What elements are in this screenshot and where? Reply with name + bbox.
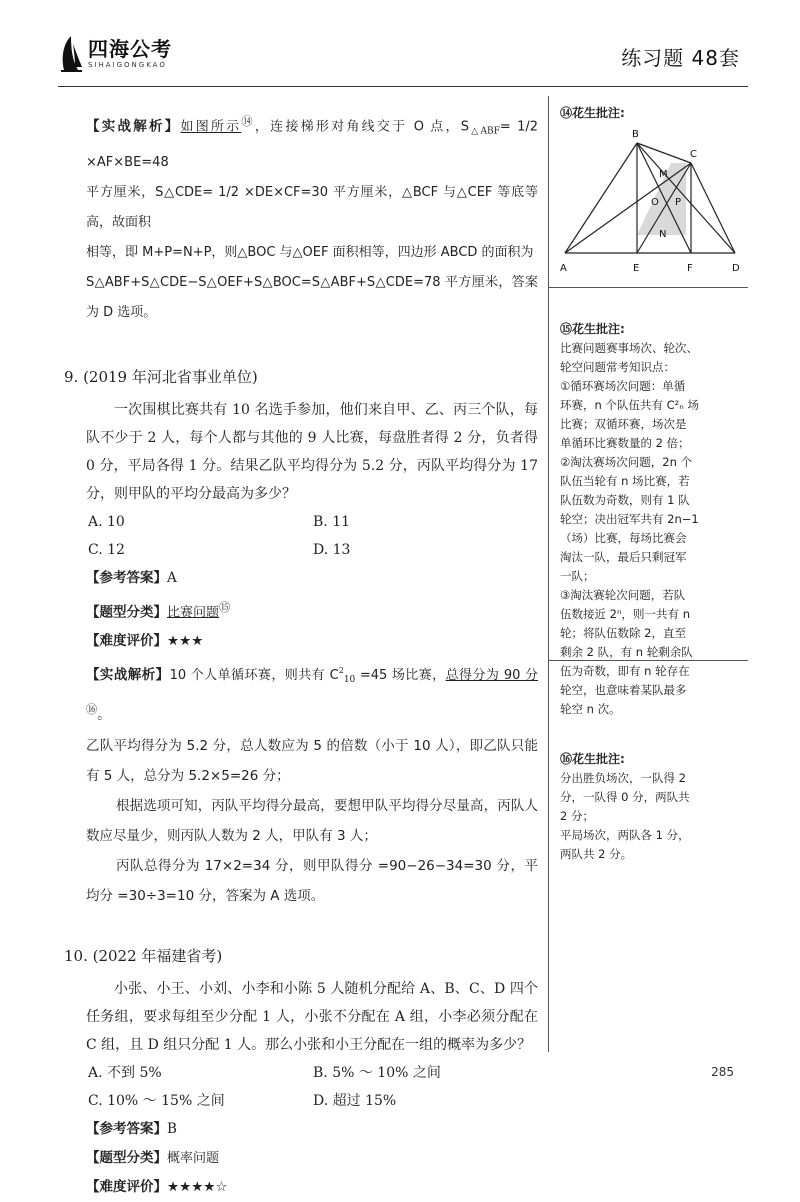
note-line: 平局场次，两队各 1 分， bbox=[560, 828, 690, 842]
note-16 bbox=[560, 749, 750, 864]
type-label: 【题型分类】 bbox=[86, 1149, 167, 1166]
note-line: 单循环比赛数量的 2 倍； bbox=[560, 436, 690, 450]
underlined-text: 总得分为 90 分 bbox=[445, 668, 538, 683]
sail-logo-icon bbox=[58, 34, 84, 74]
column-divider bbox=[548, 96, 549, 1052]
solution-text: 10 个人单循环赛，则共有 C bbox=[169, 668, 339, 683]
note-title: ⑮花生批注: bbox=[560, 322, 625, 336]
note-line: 环赛，n 个队伍共有 C²ₙ 场 bbox=[560, 398, 699, 412]
solution-line: 相等，即 M+P=N+P，则△BOC 与△OEF 面积相等，四边形 ABCD 的面积为 bbox=[86, 244, 534, 260]
note-line: 淘汰一队，最后只剩冠军 bbox=[560, 550, 687, 564]
option-b[interactable]: B. 5% ～ 10% 之间 bbox=[313, 1064, 441, 1081]
note-line: ①循环赛场次问题：单循 bbox=[560, 379, 686, 393]
question-type bbox=[86, 1144, 538, 1173]
note-marker: ⑮ bbox=[219, 600, 231, 614]
note-title: ⑭花生批注: bbox=[560, 106, 625, 120]
note-line: 轮空 n 次。 bbox=[560, 702, 621, 716]
logo-chinese-name: 四海公考 bbox=[88, 37, 172, 61]
type-value: 比赛问题 bbox=[167, 605, 220, 620]
region-label-p: P bbox=[675, 197, 682, 208]
note-line: 轮空，也意味着某队最多 bbox=[560, 683, 687, 697]
option-a[interactable]: A. 10 bbox=[88, 513, 125, 530]
difficulty-label: 【难度评价】 bbox=[86, 633, 167, 649]
note-marker: ⑭ bbox=[241, 115, 255, 128]
superscript: 2 bbox=[338, 666, 344, 675]
option-list bbox=[88, 508, 538, 564]
note-line: 队伍当轮有 n 场比赛，若 bbox=[560, 474, 690, 488]
answer-value: A bbox=[167, 569, 177, 586]
note-line: 轮空问题常考知识点： bbox=[560, 360, 675, 374]
note-title: ⑯花生批注: bbox=[560, 752, 625, 766]
option-c[interactable]: C. 10% ～ 15% 之间 bbox=[88, 1092, 225, 1109]
note-marker: ⑯ bbox=[86, 703, 98, 716]
note-line: 剩余 2 队，有 n 轮剩余队 bbox=[560, 645, 693, 659]
note-line: ②淘汰赛场次问题，2n 个 bbox=[560, 455, 693, 469]
note-line: 轮空；决出冠军共有 2n−1 bbox=[560, 512, 699, 526]
annotation-column bbox=[560, 95, 750, 864]
question-type bbox=[86, 593, 538, 628]
difficulty-rating bbox=[86, 627, 538, 656]
note-line: 分出胜负场次，一队得 2 bbox=[560, 771, 686, 785]
note-line: （场）比赛，每场比赛会 bbox=[560, 531, 687, 545]
page-number: 285 bbox=[711, 1065, 734, 1079]
note-line: 分，一队得 0 分，两队共 bbox=[560, 790, 690, 804]
solution-line bbox=[86, 107, 538, 178]
note-line: 比赛；双循环赛，场次是 bbox=[560, 417, 687, 431]
difficulty-stars: ★★★ bbox=[167, 633, 204, 649]
solution-line: 丙队总得分为 17×2=34 分，则甲队得分 =90−26−34=30 分，平均分 =30÷3=10 分，答案为 A 选项。 bbox=[86, 857, 538, 904]
solution-line: S△ABF+S△CDE−S△OEF+S△BOC=S△ABF+S△CDE=78 平方厘米，答案为 D 选项。 bbox=[86, 274, 538, 320]
header-divider bbox=[58, 86, 748, 87]
note-line: 轮；将队伍数除 2，直至 bbox=[560, 626, 686, 640]
note-line: 伍数接近 2ⁿ，则一共有 n bbox=[560, 607, 690, 621]
solution-line: 平方厘米，S△CDE= 1/2 ×DE×CF=30 平方厘米，△BCF 与△CEF 等底等高，故面积 bbox=[86, 184, 538, 230]
page-header bbox=[0, 0, 800, 95]
type-label: 【题型分类】 bbox=[86, 604, 167, 620]
region-label-n: N bbox=[659, 229, 667, 240]
solution-line: 乙队平均得分为 5.2 分，总人数应为 5 的倍数（小于 10 人），即乙队只能有 5 人，总分为 5.2×5=26 分； bbox=[86, 737, 538, 784]
trapezoid-figure bbox=[560, 125, 750, 275]
practice-set-title: 练习题 48套 bbox=[621, 46, 740, 70]
solution-text: =45 场比赛， bbox=[355, 668, 446, 683]
note-line: ③淘汰赛轮次问题，若队 bbox=[560, 588, 686, 602]
option-d[interactable]: D. 超过 15% bbox=[313, 1092, 397, 1109]
point-label-d: D bbox=[732, 263, 740, 274]
question-text: 一次围棋比赛共有 10 名选手参加，他们来自甲、乙、丙三个队，每队不少于 2 人，每个人都与其他的 9 人比赛，每盘胜者得 2 分，负者得 0 分，平局各得 1 分。结果乙队平均得分为 5.2 分，丙队平均得分为 17 分，则甲队的平均分最高为多少？ bbox=[86, 401, 538, 502]
difficulty-label: 【难度评价】 bbox=[86, 1178, 167, 1195]
solution-text: = 1/2 ×AF×BE=48 bbox=[86, 119, 538, 170]
solution-text: ，连接梯形对角线交于 O 点，S bbox=[254, 119, 470, 135]
solution-line bbox=[86, 656, 538, 731]
region-label-m: M bbox=[659, 169, 668, 180]
figure-reference: 如图所示 bbox=[180, 119, 242, 135]
option-a[interactable]: A. 不到 5% bbox=[88, 1064, 162, 1081]
subscript: △ABF bbox=[469, 126, 500, 137]
question-9 bbox=[58, 366, 538, 911]
answer-label: 【参考答案】 bbox=[86, 569, 167, 586]
note-line: 伍为奇数，即有 n 轮存在 bbox=[560, 664, 690, 678]
option-c[interactable]: C. 12 bbox=[88, 541, 125, 558]
option-d[interactable]: D. 13 bbox=[313, 541, 351, 558]
point-label-e: E bbox=[633, 263, 640, 274]
note-line: 队伍数为奇数，则有 1 队 bbox=[560, 493, 690, 507]
note-line: 比赛问题赛事场次、轮次、 bbox=[560, 341, 698, 355]
question-10 bbox=[58, 945, 538, 1202]
point-label-c: C bbox=[690, 149, 697, 160]
point-label-f: F bbox=[687, 263, 693, 274]
point-label-b: B bbox=[632, 129, 639, 140]
logo-english-name: SIHAIGONGKAO bbox=[88, 61, 167, 69]
note-line: 2 分； bbox=[560, 809, 594, 823]
note-line: 一队； bbox=[560, 569, 595, 583]
point-label-a: A bbox=[560, 263, 567, 274]
answer-label: 【参考答案】 bbox=[86, 1120, 167, 1137]
solution-text: 。 bbox=[97, 707, 111, 723]
question-header: 9. (2019 年河北省事业单位) bbox=[64, 367, 258, 386]
point-label-o: O bbox=[651, 197, 659, 208]
type-value: 概率问题 bbox=[167, 1150, 220, 1166]
subscript: 10 bbox=[343, 675, 356, 685]
brand-logo bbox=[58, 34, 172, 74]
option-list bbox=[88, 1059, 538, 1115]
note-15 bbox=[560, 319, 750, 719]
note-line: 两队共 2 分。 bbox=[560, 847, 633, 861]
option-b[interactable]: B. 11 bbox=[313, 513, 351, 530]
question-text: 小张、小王、小刘、小李和小陈 5 人随机分配给 A、B、C、D 四个任务组，要求每组至少分配 1 人，小张不分配在 A 组，小李必须分配在 C 组，且 D 组只分配 1 人。那么小张和小王分配在一组的概率为多少？ bbox=[86, 980, 538, 1053]
answer-value: B bbox=[167, 1120, 177, 1137]
main-column bbox=[58, 95, 538, 1202]
difficulty-stars: ★★★★☆ bbox=[167, 1178, 228, 1195]
solution-label: 【实战解析】 bbox=[86, 118, 181, 135]
solution-label: 【实战解析】 bbox=[86, 667, 170, 683]
question-header: 10. (2022 年福建省考) bbox=[64, 946, 223, 965]
reference-answer bbox=[86, 1115, 538, 1144]
reference-answer bbox=[86, 564, 538, 593]
solution-line: 根据选项可知，丙队平均得分最高，要想甲队平均得分尽量高，丙队人数应尽量少，则丙队人数为 2 人，甲队有 3 人； bbox=[86, 797, 538, 844]
note-14 bbox=[560, 103, 750, 275]
previous-solution bbox=[86, 107, 538, 328]
difficulty-rating bbox=[86, 1173, 538, 1202]
